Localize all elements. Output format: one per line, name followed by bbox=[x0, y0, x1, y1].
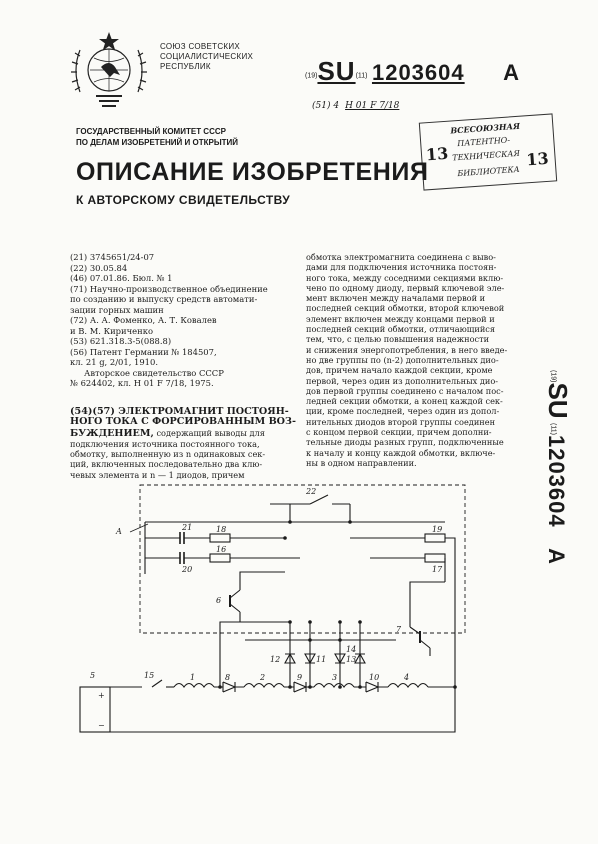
biblio-line: зации горных машин bbox=[70, 304, 164, 315]
block-a-boundary bbox=[140, 485, 465, 633]
abstract-line: ции, кроме последней, через один из допол- bbox=[306, 406, 500, 417]
ipc-code: (51) 4 bbox=[312, 101, 340, 111]
label-7: 7 bbox=[396, 625, 402, 634]
stamp-line: БИБЛИОТЕКА bbox=[457, 164, 520, 179]
abstract-line: нительных диодов второй группы соединен bbox=[306, 416, 496, 427]
label-8: 8 bbox=[225, 673, 231, 682]
power-source-5 bbox=[80, 687, 110, 732]
biblio-line: кл. 21 g, 2/01, 1910. bbox=[70, 357, 158, 367]
union-line: СОЮЗ СОВЕТСКИХ bbox=[160, 42, 241, 51]
label-6: 6 bbox=[216, 596, 222, 605]
biblio-line: (21) 3745651/24-07 bbox=[70, 252, 155, 262]
side-code-19: (19) bbox=[549, 370, 557, 383]
biblio-line: по созданию и выпуску средств автомати- bbox=[70, 294, 258, 304]
document-title: ОПИСАНИЕ ИЗОБРЕТЕНИЯ bbox=[76, 158, 429, 186]
biblio-line: и В. М. Кириченко bbox=[70, 325, 153, 336]
ipc-classification bbox=[312, 101, 399, 111]
abstract-line: чено по одному диоду, первый ключевой эле- bbox=[306, 282, 505, 293]
abstract-line: дов первой группы соединено с началом пос- bbox=[306, 385, 504, 396]
circuit-diagram bbox=[70, 482, 470, 744]
label-22: 22 bbox=[306, 487, 317, 496]
document-number bbox=[305, 56, 519, 87]
abstract-line: чевых элемента и n — 1 диодов, причем bbox=[70, 469, 245, 480]
patent-number: 1203604 bbox=[371, 60, 465, 85]
biblio-line: (22) 30.05.84 bbox=[70, 262, 128, 273]
coil-section-1 bbox=[174, 684, 214, 688]
label-16: 16 bbox=[216, 545, 227, 554]
abstract-line: последней секций обмотки, второй ключевой bbox=[306, 303, 505, 314]
abstract-line: но две группы по (n-2) дополнительных дио- bbox=[306, 354, 499, 365]
union-line: РЕСПУБЛИК bbox=[160, 62, 211, 71]
document-subtitle: К АВТОРСКОМУ СВИДЕТЕЛЬСТВУ bbox=[76, 193, 291, 207]
abstract-line: с концом первой секции, причем дополни- bbox=[306, 427, 492, 438]
library-stamp bbox=[419, 113, 557, 190]
abstract-line: ного тока, между соседними секциями вклю- bbox=[306, 272, 504, 283]
diode-8 bbox=[223, 682, 235, 692]
label-9: 9 bbox=[297, 673, 303, 682]
label-12: 12 bbox=[270, 655, 281, 664]
label-19: 19 bbox=[432, 525, 443, 534]
diode-9 bbox=[294, 682, 306, 692]
biblio-line: Авторское свидетельство СССР bbox=[84, 367, 224, 378]
side-document-number bbox=[523, 360, 573, 680]
label-a: A bbox=[116, 527, 122, 536]
capacitor-20 bbox=[180, 552, 184, 564]
abstract-line: тем, что, с целью повышения надежности bbox=[306, 334, 490, 345]
label-5: 5 bbox=[90, 671, 96, 680]
abstract-line: последней секций обмотки, отличающийся bbox=[306, 324, 496, 335]
abstract-line: ледней секции обмотки, а конец каждой сек- bbox=[306, 396, 503, 407]
abstract-line: ны в одном направлении. bbox=[306, 457, 417, 468]
resistor-16 bbox=[210, 554, 230, 562]
committee-name bbox=[76, 126, 238, 148]
committee-line: ПО ДЕЛАМ ИЗОБРЕТЕНИЙ И ОТКРЫТИЙ bbox=[76, 138, 239, 147]
stamp-line: ВСЕСОЮЗНАЯ bbox=[450, 120, 521, 136]
abstract-line: дами для подключения источника постоян- bbox=[306, 262, 497, 273]
abstract-right bbox=[306, 252, 540, 468]
label-minus: − bbox=[98, 721, 105, 730]
label-coil-2: 2 bbox=[260, 673, 266, 682]
resistor-18 bbox=[210, 534, 230, 542]
union-line: СОЦИАЛИСТИЧЕСКИХ bbox=[160, 52, 254, 61]
label-14: 14 bbox=[346, 645, 357, 654]
abstract-line: и снижения энергопотребления, в него введе- bbox=[306, 344, 508, 355]
capacitor-21 bbox=[180, 532, 184, 544]
switch-15 bbox=[152, 680, 162, 687]
abstract-line: подключения источника постоянного тока, bbox=[70, 438, 260, 449]
return-rail bbox=[100, 687, 455, 732]
side-country-code: SU bbox=[543, 382, 573, 419]
resistor-19 bbox=[425, 534, 445, 542]
abstract-line: обмотку, выполненную из n одинаковых сек- bbox=[70, 449, 266, 460]
resistor-17 bbox=[425, 554, 445, 562]
side-kind-code: A bbox=[544, 548, 569, 564]
abstract-heading-line: НОГО ТОКА С ФОРСИРОВАННЫМ ВОЗ- bbox=[70, 416, 296, 428]
abstract-line: мент включен между началами первой и bbox=[306, 293, 486, 304]
code-11: (11) bbox=[355, 72, 368, 80]
abstract-line: к началу и концу каждой обмотки, включе- bbox=[306, 447, 496, 458]
label-coil-3: 3 bbox=[332, 673, 338, 682]
label-17: 17 bbox=[432, 565, 443, 574]
code-19: (19) bbox=[305, 72, 318, 80]
abstract-line: обмотка электромагнита соединена с выво- bbox=[306, 252, 496, 262]
biblio-line: (56) Патент Германии № 184507, bbox=[70, 346, 217, 357]
stamp-line: ПАТЕНТНО- bbox=[457, 135, 511, 149]
label-21: 21 bbox=[182, 523, 193, 532]
label-20: 20 bbox=[182, 565, 193, 574]
label-11: 11 bbox=[316, 655, 327, 664]
biblio-line: (53) 621.318.3-5(088.8) bbox=[70, 336, 172, 346]
bibliographic-data bbox=[70, 252, 282, 389]
label-coil-1: 1 bbox=[190, 673, 196, 682]
side-code-11: (11) bbox=[549, 423, 557, 435]
label-10: 10 bbox=[369, 673, 380, 682]
abstract-line: первой, через один из дополнительных дио- bbox=[306, 375, 499, 386]
coil-section-3 bbox=[314, 684, 354, 688]
abstract-heading-line: БУЖДЕНИЕМ, bbox=[70, 427, 154, 439]
biblio-line: (71) Научно-производственное объединение bbox=[70, 283, 268, 294]
label-plus: + bbox=[98, 691, 105, 700]
coil-section-2 bbox=[244, 684, 284, 688]
abstract-left bbox=[70, 406, 296, 480]
committee-line: ГОСУДАРСТВЕННЫЙ КОМИТЕТ СССР bbox=[76, 127, 226, 136]
label-18: 18 bbox=[216, 525, 227, 534]
label-coil-4: 4 bbox=[404, 673, 410, 682]
label-15: 15 bbox=[144, 671, 155, 680]
country-code: SU bbox=[317, 56, 356, 86]
biblio-line: (72) А. А. Фоменко, А. Т. Ковалев bbox=[70, 315, 217, 325]
abstract-line: ций, включенных последовательно два клю- bbox=[70, 459, 263, 470]
abstract-line: содержащий выводы для bbox=[156, 427, 265, 438]
biblio-line: (46) 07.01.86. Бюл. № 1 bbox=[70, 273, 173, 283]
stamp-number: 13 bbox=[425, 143, 449, 165]
abstract-line: элемент включен между концами первой и bbox=[306, 313, 495, 324]
abstract-line: тельные диоды разных групп, подключенные bbox=[306, 437, 504, 448]
abstract-line: дов, причем начало каждой секции, кроме bbox=[306, 365, 493, 376]
coil-section-4 bbox=[388, 684, 428, 688]
biblio-line: № 624402, кл. H 01 F 7/18, 1975. bbox=[70, 378, 214, 388]
side-patent-number: 1203604 bbox=[544, 434, 569, 528]
stamp-number: 13 bbox=[525, 148, 550, 170]
label-13: 13 bbox=[346, 655, 357, 664]
abstract-heading-line: (54)(57) ЭЛЕКТРОМАГНИТ ПОСТОЯН- bbox=[70, 406, 289, 417]
ussr-emblem bbox=[66, 30, 152, 116]
union-name bbox=[160, 42, 253, 72]
stamp-line: ТЕХНИЧЕСКАЯ bbox=[452, 148, 521, 163]
switch-22 bbox=[270, 495, 350, 504]
diode-10 bbox=[366, 682, 378, 692]
kind-code: A bbox=[503, 60, 519, 85]
ipc-value: H 01 F 7/18 bbox=[345, 101, 400, 111]
